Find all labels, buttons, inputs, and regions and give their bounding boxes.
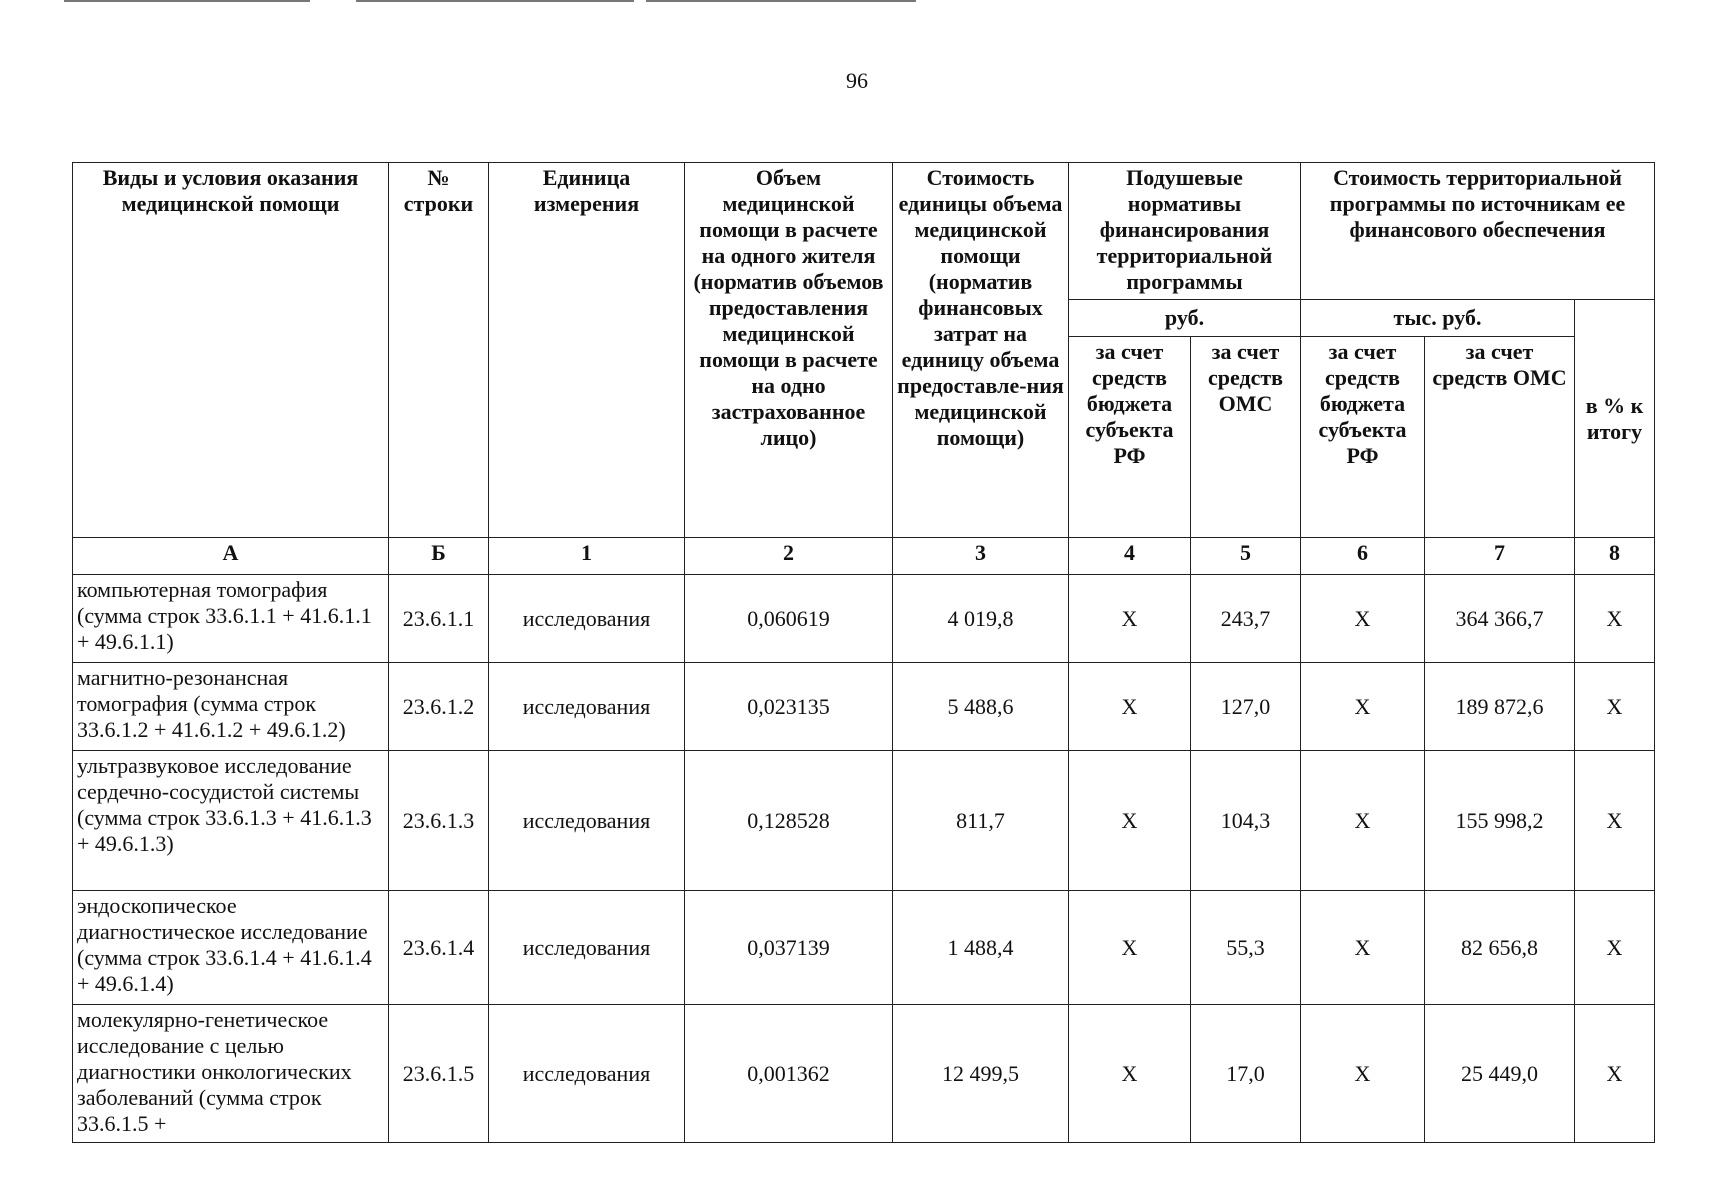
row-volume: 0,060619 xyxy=(685,575,893,663)
header-kind: Виды и условия оказания медицинской помощи xyxy=(73,163,389,538)
table-row xyxy=(73,663,1655,751)
row-cost: 811,7 xyxy=(893,751,1069,891)
row-c5: 17,0 xyxy=(1191,1005,1301,1143)
row-c6: X xyxy=(1301,751,1425,891)
table-row xyxy=(73,891,1655,1005)
header-oms-thousand: за счет средств ОМС xyxy=(1425,337,1575,538)
row-kind: эндоскопическое диагностическое исследование (сумма строк 33.6.1.4 + 41.6.1.4 + 49.6.1.4) xyxy=(73,891,389,1005)
row-kind: ультразвуковое исследование сердечно-сосудистой системы (сумма строк 33.6.1.3 + 41.6.1.3 + 49.6.1.3) xyxy=(73,751,389,891)
header-unit-cost: Стоимость единицы объема медицинской помощи (норматив финансовых затрат на единицу объема предоставле-ния медицинской помощи) xyxy=(893,163,1069,538)
column-index: 2 xyxy=(685,538,893,575)
row-c4: X xyxy=(1069,751,1191,891)
table-row xyxy=(73,575,1655,663)
row-c8: X xyxy=(1575,751,1655,891)
row-volume: 0,023135 xyxy=(685,663,893,751)
header-line-number: № строки xyxy=(389,163,489,538)
header-per-capita-group: Подушевые нормативы финансирования территориальной программы xyxy=(1069,163,1301,300)
header-budget-rub: за счет средств бюджета субъекта РФ xyxy=(1069,337,1191,538)
top-rule xyxy=(64,0,310,2)
row-kind: компьютерная томография (сумма строк 33.6.1.1 + 41.6.1.1 + 49.6.1.1) xyxy=(73,575,389,663)
column-index: 5 xyxy=(1191,538,1301,575)
row-unit: исследования xyxy=(489,575,685,663)
row-volume: 0,128528 xyxy=(685,751,893,891)
column-index: 8 xyxy=(1575,538,1655,575)
page-number: 96 xyxy=(846,68,868,93)
header-unit: Единица измерения xyxy=(489,163,685,538)
row-volume: 0,001362 xyxy=(685,1005,893,1143)
top-rule xyxy=(646,0,916,2)
row-line: 23.6.1.3 xyxy=(389,751,489,891)
row-unit: исследования xyxy=(489,891,685,1005)
column-index: 1 xyxy=(489,538,685,575)
row-c7: 155 998,2 xyxy=(1425,751,1575,891)
row-line: 23.6.1.2 xyxy=(389,663,489,751)
column-index: 7 xyxy=(1425,538,1575,575)
column-index: А xyxy=(73,538,389,575)
top-rule xyxy=(356,0,634,2)
row-c8: X xyxy=(1575,663,1655,751)
row-cost: 5 488,6 xyxy=(893,663,1069,751)
row-unit: исследования xyxy=(489,663,685,751)
row-kind: магнитно-резонансная томография (сумма строк 33.6.1.2 + 41.6.1.2 + 49.6.1.2) xyxy=(73,663,389,751)
row-c4: X xyxy=(1069,1005,1191,1143)
header-unit-rub: руб. xyxy=(1069,300,1301,337)
row-unit: исследования xyxy=(489,1005,685,1143)
financing-table xyxy=(72,162,1655,1143)
row-cost: 12 499,5 xyxy=(893,1005,1069,1143)
header-unit-thousand-rub: тыс. руб. xyxy=(1301,300,1575,337)
column-index: 4 xyxy=(1069,538,1191,575)
column-index-row xyxy=(73,538,1655,575)
row-c7: 189 872,6 xyxy=(1425,663,1575,751)
row-volume: 0,037139 xyxy=(685,891,893,1005)
header-percent: в % к итогу xyxy=(1575,300,1655,538)
row-c4: X xyxy=(1069,663,1191,751)
row-c7: 25 449,0 xyxy=(1425,1005,1575,1143)
row-c6: X xyxy=(1301,575,1425,663)
row-c5: 243,7 xyxy=(1191,575,1301,663)
row-c6: X xyxy=(1301,1005,1425,1143)
row-c7: 364 366,7 xyxy=(1425,575,1575,663)
row-line: 23.6.1.5 xyxy=(389,1005,489,1143)
row-line: 23.6.1.4 xyxy=(389,891,489,1005)
row-cost: 1 488,4 xyxy=(893,891,1069,1005)
row-c4: X xyxy=(1069,891,1191,1005)
row-c5: 127,0 xyxy=(1191,663,1301,751)
column-index: Б xyxy=(389,538,489,575)
header-program-cost-group: Стоимость территориальной программы по источникам ее финансового обеспечения xyxy=(1301,163,1655,300)
row-line: 23.6.1.1 xyxy=(389,575,489,663)
row-c6: X xyxy=(1301,891,1425,1005)
column-index: 6 xyxy=(1301,538,1425,575)
row-c8: X xyxy=(1575,891,1655,1005)
row-cost: 4 019,8 xyxy=(893,575,1069,663)
row-c5: 104,3 xyxy=(1191,751,1301,891)
table-row xyxy=(73,1005,1655,1143)
row-c4: X xyxy=(1069,575,1191,663)
row-c6: X xyxy=(1301,663,1425,751)
header-oms-rub: за счет средств ОМС xyxy=(1191,337,1301,538)
column-index: 3 xyxy=(893,538,1069,575)
header-budget-thousand: за счет средств бюджета субъекта РФ xyxy=(1301,337,1425,538)
header-volume: Объем медицинской помощи в расчете на одного жителя (норматив объемов предоставления медицинской помощи в расчете на одно застрахованное лицо) xyxy=(685,163,893,538)
table-row xyxy=(73,751,1655,891)
row-c7: 82 656,8 xyxy=(1425,891,1575,1005)
row-c8: X xyxy=(1575,575,1655,663)
row-c8: X xyxy=(1575,1005,1655,1143)
row-unit: исследования xyxy=(489,751,685,891)
row-c5: 55,3 xyxy=(1191,891,1301,1005)
row-kind: молекулярно-генетическое исследование с целью диагностики онкологических заболеваний (сумма строк 33.6.1.5 + xyxy=(73,1005,389,1143)
